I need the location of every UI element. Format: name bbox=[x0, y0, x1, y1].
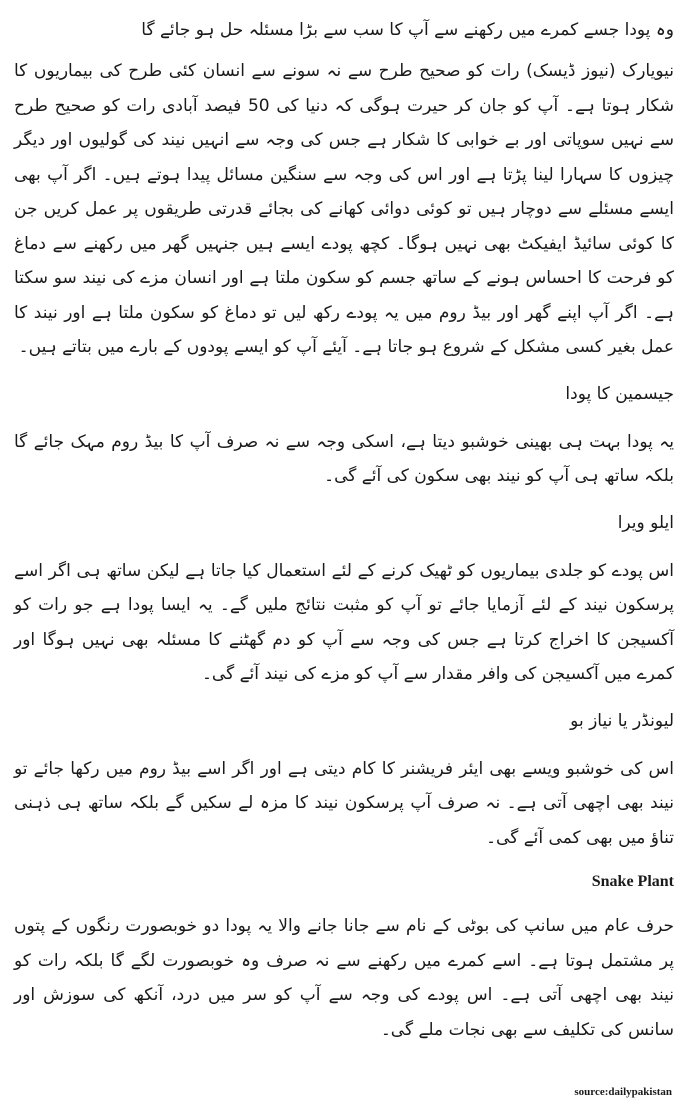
section-heading-lavender: لیونڈر یا نیاز بو bbox=[570, 710, 674, 731]
section-heading-aloe-vera: ایلو ویرا bbox=[617, 512, 674, 533]
section-body-jasmine: یہ پودا بہت ہی بھینی خوشبو دیتا ہے، اسکی وجہ سے نہ صرف آپ کا بیڈ روم مہک جائے گا بلکہ ساتھ ہی آپ کو نیند بھی سکون کی آئے گی۔ bbox=[14, 431, 674, 486]
section-body-lavender: اس کی خوشبو ویسے بھی ایئر فریشنر کا کام دیتی ہے اور اگر اسے بیڈ روم میں رکھا جائے تو نیند بھی اچھی آتی ہے۔ نہ صرف آپ پرسکون نیند کا مزہ لے سکیں گے بلکہ ساتھ ہی ذہنی تناؤ میں بھی کمی آئے گی۔ bbox=[14, 758, 674, 848]
section-heading-snake-plant: Snake Plant bbox=[591, 873, 674, 890]
section-body-aloe-vera: اس پودے کو جلدی بیماریوں کو ٹھیک کرنے کے لئے استعمال کیا جاتا ہے لیکن ساتھ ہی اگر اسے پرسکون نیند کے لئے آزمایا جائے تو آپ کو مثبت نتائج ملیں گے۔ یہ ایسا پودا ہے جو رات کو آکسیجن کا اخراج کرتا ہے جس کی وجہ سے آپ کو دم گھٹنے کا مسئلہ بھی نہیں ہوگا اور کمرے میں آکسیجن کی وافر مقدار سے آپ کو مزے کی نیند آئے گی۔ bbox=[14, 560, 674, 684]
section-body-snake-plant: حرف عام میں سانپ کی بوٹی کے نام سے جانا جانے والا یہ پودا دو خوبصورت رنگوں کے پتوں پر مشتمل ہوتا ہے۔ اسے کمرے میں رکھنے سے نہ صرف وہ خوبصورت لگے گا بلکہ رات کو نیند بھی اچھی آتی ہے۔ اس پودے کی وجہ سے آپ کو سر میں درد، آنکھ کی سوزش اور سانس کی تکلیف سے بھی نجات ملے گی۔ bbox=[14, 916, 674, 1040]
section-heading-jasmine: جیسمین کا پودا bbox=[565, 383, 674, 404]
intro-paragraph: نیویارک (نیوز ڈیسک) رات کو صحیح طرح سے نہ سونے سے انسان کئی طرح کی بیماریوں کا شکار ہوتا ہے۔ آپ کو جان کر حیرت ہوگی کہ دنیا کی 50 فیصد آبادی رات کو صحیح طرح سے نہیں سوپاتی اور بے خوابی کا شکار ہے جس کی وجہ سے انہیں نیند کی گولیوں اور دیگر چیزوں کا سہارا لینا پڑتا ہے اور اس کی وجہ سے سنگین مسائل پیدا ہوتے ہیں۔ اگر آپ بھی ایسے مسئلے سے دوچار ہیں تو کوئی دوائی کھانے کی بجائے قدرتی طریقوں پر عمل کریں جن کا کوئی سائیڈ ایفیکٹ بھی نہیں ہوگا۔ کچھ پودے ایسے ہیں جنہیں گھر میں رکھنے سے دماغ کو فرحت کا احساس ہونے کے ساتھ جسم کو سکون ملتا ہے اور انسان مزے کی نیند سو سکتا ہے۔ اگر آپ اپنے گھر اور بیڈ روم میں یہ پودے رکھ لیں تو دماغ کو سکون ملتا ہے اور نیند کا عمل بغیر کسی مشکل کے شروع ہو جاتا ہے۔ آیئے آپ کو ایسے پودوں کے بارے میں بتاتے ہیں۔ bbox=[14, 61, 674, 357]
source-credit: source:dailypakistan bbox=[574, 1086, 672, 1098]
article-headline: وہ پودا جسے کمرے میں رکھنے سے آپ کا سب سے بڑا مسئلہ حل ہو جائے گا bbox=[141, 20, 674, 40]
